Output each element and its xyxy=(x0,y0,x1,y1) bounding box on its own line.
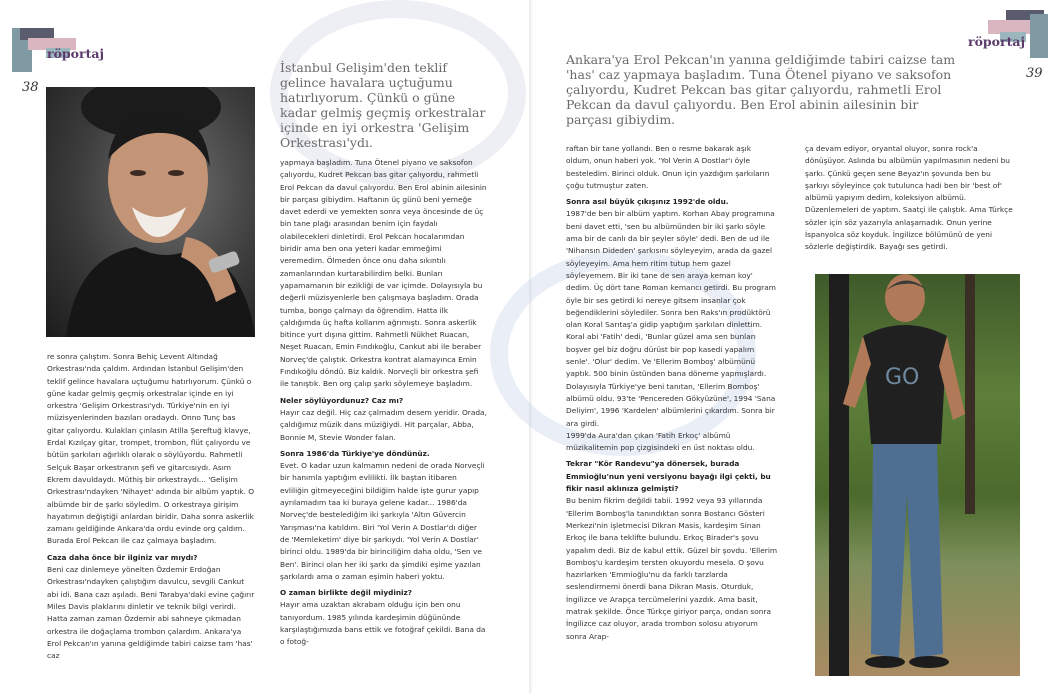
shirt-print: GO xyxy=(885,365,920,390)
standing-photo xyxy=(815,274,1020,676)
paragraph: ça devam ediyor, oryantal oluyor, sonra rock'a dönüşüyor. Aslında bu albümün yapılmasının nedeni bu şarkı. Çünkü geçen sene Beyaz'ın şovunda ben bu şarkıyı söyleyince çok tutulunca hadi ben bir 'best of' albümü yapıyım dedim, koleksiyon albümü. Düzenlemeleri de yaptım. Saatçi ile çalıştık. Ama Türkçe sözler için söz yazarıyla anlaşamadık. Onun yerine İspanyolca söz koyduk. İngilizce bölümünü de yeni sözlerle değiştirdik. Bayağı ses getirdi. xyxy=(805,144,1013,252)
interview-question: O zaman birlikte değil miydiniz? xyxy=(280,588,413,598)
paragraph: 1999'da Aura'dan çıkan 'Fatih Erkoç' albümü müzikalitemin pop çizgisindeki en üst noktası oldu. xyxy=(566,430,755,453)
paragraph: Bu benim fikrim değildi tabii. 1992 veya 93 yıllarında 'Ellerim Bomboş'la tanındıktan sonra Bostancı Gösteri Merkezi'nin işletmecisi Dikran Masis, kardeşim Sinan Erkoç ile bana teklifte bulundu. Erkoç Birader's şovu yapalım dedi. Biz de kabul ettik. Güzel bir şovdu. 'Ellerim Bomboş'u kardeşim tersten okuyordu mesela. O şovu hazırlarken 'Emmioğlu'nu da farklı tarzlarda seslendirmemi önerdi bana Dikran Masis. Oturduk, İngilizce ve Arapça tercümelerini yazdık. Ama basit, matrak şekilde. Önce Türkçe giriyor parça, ondan sonra İngilizce caz oluyor, arada trombon solosu atıyorum sonra Arap- xyxy=(566,496,778,641)
portrait-illustration xyxy=(46,87,255,337)
standing-illustration xyxy=(815,274,1020,676)
paragraph: Evet. O kadar uzun kalmamın nedeni de orada Norveçli bir hanımla yaptığım evlilikti. İlk baştan itibaren evliliğin gitmeyeceğini bildiğim halde işte gurur yapıp ayrılamadım taa ki buraya gelene kadar... 1986'da Norveç'de bestelediğim iki şarkıyla 'Altın Güvercin Yarışması'na katıldım. Biri 'Yol Verin A Dostlar'dı diğer de 'Memleketim' diye bir şarkıydı. 'Yol Verin A Dostlar' birinci oldu. 1989'da bir birinciliğim daha oldu, 'Sen ve Ben'. Birinci olan her iki şarkı da şimdiki eşime yazılan şarkılardı ama o zaman eşimin haberi yoktu. xyxy=(280,461,485,581)
paragraph: raftan bir tane yollandı. Ben o resme bakarak aşık oldum, onun haberi yok. 'Yol Verin A Dostlar'ı öyle besteledim. Birinci olduk. Onun için yazdığım şarkıların çoğu tutmuştur zaten. xyxy=(566,144,770,190)
paragraph: yapmaya başladım. Tuna Ötenel piyano ve saksofon çalıyordu, Kudret Pekcan bas gitar çalıyordu, rahmetli Erol Pekcan da davul çalıyordu. Ben Erol abinin ailesinin bir parçası gibiydim. Haftanın üç günü beni yemeğe davet ederdi ve yemekten sonra veya öncesinde de üç bin tane plağı arasından benim için faydalı olabilecekleri dinletirdi. Erol Pekcan hocalarımdan biridir ama ben ona yeteri kadar emmeğimi veremedim. Ölmeden önce onu daha sıkıntılı zamanlarından kurtarabilirdim belki. Bunları yapamamanın bir ezikliği de var içimde. Dolayısıyla bu değerli müzisyenlerle ben çalışmaya başladım. Orada tumba, bongo çalmayı da öğrendim. Hatta ilk çaldığımda üç hafta kollarım ağrımıştı. Sonra askerlik bitince yurt dışına gittim. Rahmetli Nükhet Ruacan, Neşet Ruacan, Emin Fındıkoğlu, Cankut abi ile beraber Norveç'de çalıştık. Orkestra kontrat alamayınca Emin Fındıkoğlu döndü. Biz kaldık. Norveçli bir orkestra şefi ile tanıştık. Ben org çalıp şarkı söylemeye başladım. xyxy=(280,158,487,389)
paragraph: Beni caz dinlemeye yönelten Özdemir Erdoğan Orkestrası'ndayken çalıştığım davulcu, sevgili Cankut abi idi. Bana cazı aşıladı. Beni Tarabya'daki evine çağırır Miles Davis plaklarını dinletir ve teknik bilgi verirdi. Hatta zaman zaman Özdemir abi sahneye çıkmadan orkestra ile doğaçlama trombon çalardım. Ankara'ya Erol Pekcan'ın yanına geldiğimde tabiri caizse tam 'has' caz xyxy=(47,565,255,661)
paragraph: re sonra çalıştım. Sonra Behiç Levent Altındağ Orkestrası'nda çaldım. Ardından İstanbul Gelişim'den teklif gelince havalara uçtuğumu hatırlıyorum. Çünkü o güne kadar gelmiş geçmiş orkestralar içinde en iyi orkestra 'Gelişim Orkestrası'ydı. Türkiye'nin en iyi müzisyenlerinden bazıları oradaydı. Onno Tunç bas gitar çalıyordu. Kulakları çınlasın Atilla Şereftuğ klavye, Erdal Kızılçay gitar, trompet, trombon, flüt çalıyordu ve bütün şarkıları ağırlıklı olarak o söylüyordu. Rahmetli Selçuk Başar orkestranın şefi ve gitarcısıydı. Asım Ekrem davuldaydı. Müthiş bir orkestraydı... 'Gelişim Orkestrası'ndayken 'Nihayet' adında bir albüm yaptık. O albümde bir de şarkı söyledim. O orkestraya girişim hayatımın değiştiği anlardan biridir. Daha sonra askerlik zamanı geldiğinde Ankara'da ordu evinde org çaldım. Burada Erol Pekcan ile caz çalmaya başladım. xyxy=(47,352,255,546)
section-label: röportaj xyxy=(968,34,1025,49)
page-number: 39 xyxy=(1026,66,1043,81)
interview-question: Sonra 1986'da Türkiye'ye döndünüz. xyxy=(280,448,430,458)
interview-question: Tekrar "Kör Randevu"ya dönersek, burada Emmioğlu'nun yeni versiyonu bayağı ilgi çekti, bu fikir nasıl aklınıza gelmişti? xyxy=(566,459,771,494)
interview-question: Sonra asıl büyük çıkışınız 1992'de oldu. xyxy=(566,197,729,207)
interview-question: Caza daha önce bir ilginiz var mıydı? xyxy=(47,552,198,562)
text-column-3 xyxy=(566,143,778,643)
text-column-4 xyxy=(805,143,1017,254)
text-column-2 xyxy=(280,157,487,649)
pullquote: İstanbul Gelişim'den teklif gelince havalara uçtuğumu hatırlıyorum. Çünkü o güne kadar gelmiş geçmiş orkestralar içinde en iyi orkestra 'Gelişim Orkestrası'ydı. xyxy=(280,60,486,150)
portrait-photo xyxy=(46,87,255,337)
paragraph: 1987'de ben bir albüm yaptım. Korhan Abay programına beni davet etti, 'sen bu albümünden bir iki şarkı söyle ama bir de canlı da bir şeyler söyle' dedi. Ben de ud ile 'Nihansın Dideden' şarkısını söyleyeyim, arada da gazel söyleyeyim. Ama hem ritim tutup hem gazel söyleyemem. Bir iki tane de sen araya keman koy' dedim. Üç dört tane Roman kemancı getirdi. Bu program öyle bir ses getirdi ki nereye gitsem insanlar çok beğendiklerini söylediler. Sonra ben Raks'ın prodüktörü olan Koral Sarıtaş'a gidip yaptığım şarkıları dinlettim. Koral abi 'Fatih' dedi, 'Bunlar güzel ama sen bunları boşver gel biz doğru dürüst bir pop kasedi yapalım senle'. 'Olur' dedim. Ve 'Ellerim Bomboş' albümünü yaptık. 500 binin üstünden bana döneme yapmışlardı. Dolayısıyla Türkiye'ye beni tanıtan, 'Ellerim Bomboş' albümü oldu. 93'te 'Pencereden Gökyüzüne', 1994 'Sana Deliyim', 1996 'Kardelen' albümlerini çıkardım. Sonra bir ara girdi. xyxy=(566,209,776,428)
interview-question: Neler söylüyordunuz? Caz mı? xyxy=(280,395,404,405)
paragraph: Hayır ama uzaktan akrabam olduğu için ben onu tanıyordum. 1985 yılında kardeşimin düğününde karşılaştığımızda bans ettik ve fotoğraf çekildi. Bana da o fotoğ- xyxy=(280,600,486,647)
header-block xyxy=(1030,14,1048,58)
pullquote: Ankara'ya Erol Pekcan'ın yanına geldiğimde tabiri caizse tam 'has' caz yapmaya başladım. Tuna Ötenel piyano ve saksofon çalıyordu, Kudret Pekcan bas gitar çalıyordu, rahmetli Erol Pekcan da davul çalıyordu. Ben Erol abinin ailesinin bir parçası gibiydim. xyxy=(566,52,956,127)
text-column-1 xyxy=(47,351,255,662)
paragraph: Hayır caz değil. Hiç caz çalmadım desem yeridir. Orada, çaldığımız müzik dans müziğiydi. Hit parçalar, Abba, Bonnie M, Stevie Wonder falan. xyxy=(280,407,487,442)
section-label: röportaj xyxy=(47,46,104,61)
page-number: 38 xyxy=(22,80,39,95)
